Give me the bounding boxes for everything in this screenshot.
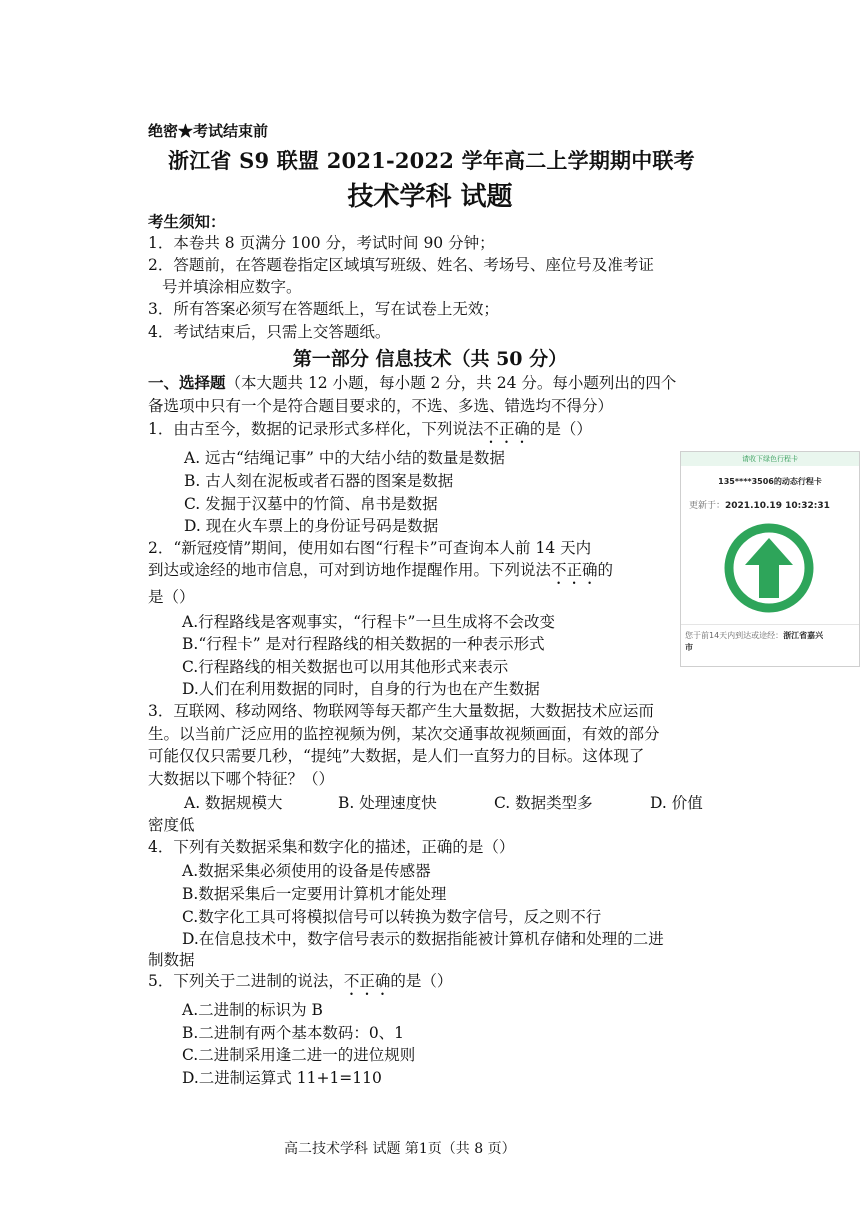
question-4-stem: 4．下列有关数据采集和数字化的描述，正确的是（） xyxy=(148,838,515,856)
question-1-option-b: B. 古人刻在泥板或者石器的图案是数据 xyxy=(184,472,454,490)
confidential-label: 绝密★考试结束前 xyxy=(148,122,269,140)
card-footer xyxy=(685,630,857,654)
notice-item: 2．答题前，在答题卷指定区域填写班级、姓名、考场号、座位号及准考证 xyxy=(148,256,654,274)
notice-item: 4．考试结束后，只需上交答题纸。 xyxy=(148,323,391,341)
question-4-option-d: D.在信息技术中，数字信号表示的数据指能被计算机存储和处理的二进 xyxy=(182,930,664,948)
card-phone: 135****3506的动态行程卡 xyxy=(718,477,822,486)
question-3-option-a: A. 数据规模大 xyxy=(184,794,283,812)
question-5-option-c: C.二进制采用逢二进一的进位规则 xyxy=(182,1046,416,1064)
question-4-option-wrap: 制数据 xyxy=(148,951,195,969)
question-3-option-d: D. 价值 xyxy=(650,794,703,812)
question-4-option-c: C.数字化工具可将模拟信号可以转换为数字信号，反之则不行 xyxy=(182,908,602,926)
card-updated-label: 更新于： xyxy=(689,501,726,511)
question-2-option-c: C.行程路线的相关数据也可以用其他形式来表示 xyxy=(182,658,509,676)
exam-subtitle: 技术学科 试题 xyxy=(347,182,513,212)
notice-item: 1．本卷共 8 页满分 100 分，考试时间 90 分钟； xyxy=(148,234,495,252)
travel-card-image xyxy=(680,451,860,667)
section-intro xyxy=(148,372,676,394)
question-1-stem xyxy=(148,418,592,447)
card-top-label: 请收下绿色行程卡 xyxy=(681,452,859,466)
green-up-arrow-icon xyxy=(723,522,815,618)
card-divider xyxy=(681,624,859,625)
question-5-option-d: D.二进制运算式 11+1=110 xyxy=(182,1069,382,1087)
stem-text: 1．由古至今，数据的记录形式多样化，下列说法 xyxy=(148,420,484,438)
question-2-option-b: B.“行程卡” 是对行程路线的相关数据的一种表示形式 xyxy=(182,635,545,653)
question-2-stem-line1: 2．“新冠疫情”期间，使用如右图“行程卡”可查询本人前 14 天内 xyxy=(148,539,592,557)
question-5-option-b: B.二进制有两个基本数码：0、1 xyxy=(182,1024,405,1042)
notice-item: 3．所有答案必须写在答题纸上，写在试卷上无效； xyxy=(148,300,499,318)
question-4-option-b: B.数据采集后一定要用计算机才能处理 xyxy=(182,885,447,903)
notice-heading: 考生须知： xyxy=(148,212,226,231)
section-desc-2: 备选项中只有一个是符合题目要求的，不选、多选、错选均不得分） xyxy=(148,397,614,415)
stem-text: 的 xyxy=(597,561,614,579)
emphasis-text: 不正确 xyxy=(483,420,530,438)
page-footer: 高二技术学科 试题 第1页（共 8 页） xyxy=(284,1141,516,1157)
section-desc: （本大题共 12 小题，每小题 2 分，共 24 分。每小题列出的四个 xyxy=(225,374,677,392)
stem-text: 到达或途经的地市信息，可对到访地作提醒作用。下列说法 xyxy=(148,561,552,579)
emphasis-text: 不正确 xyxy=(551,561,598,579)
notice-item: 号并填涂相应数字。 xyxy=(162,278,302,296)
stem-text: 的是（） xyxy=(390,972,453,990)
question-5-stem xyxy=(148,970,452,999)
question-3-option-c: C. 数据类型多 xyxy=(494,794,593,812)
question-4-option-a: A.数据采集必须使用的设备是传感器 xyxy=(182,862,431,880)
section-label: 一、选择题 xyxy=(148,373,226,392)
stem-text: 5．下列关于二进制的说法， xyxy=(148,972,344,990)
question-2-option-d: D.人们在利用数据的同时，自身的行为也在产生数据 xyxy=(182,680,540,698)
card-foot-label: 您于前14天内到达或途经： xyxy=(685,631,784,640)
card-foot-place-2: 市 xyxy=(685,643,693,652)
stem-text: 的是（） xyxy=(529,420,592,438)
card-updated-time: 2021.10.19 10:32:31 xyxy=(725,501,830,511)
question-1-option-a: A. 远古“结绳记事” 中的大结小结的数量是数据 xyxy=(184,449,505,467)
question-1-option-c: C. 发掘于汉墓中的竹简、帛书是数据 xyxy=(184,495,438,513)
question-5-option-a: A.二进制的标识为 B xyxy=(182,1001,323,1019)
question-3-stem: 生。以当前广泛应用的监控视频为例，某次交通事故视频画面，有效的部分 xyxy=(148,725,660,743)
part-heading: 第一部分 信息技术（共 50 分） xyxy=(292,348,568,370)
question-3-option-b: B. 处理速度快 xyxy=(338,794,437,812)
question-2-option-a: A.行程路线是客观事实，“行程卡”一旦生成将不会改变 xyxy=(182,613,555,631)
exam-title: 浙江省 S9 联盟 2021-2022 学年高二上学期期中联考 xyxy=(168,148,695,173)
emphasis-text: 不正确 xyxy=(343,972,391,990)
question-3-option-wrap: 密度低 xyxy=(148,816,195,834)
card-updated xyxy=(689,498,830,511)
question-3-stem: 大数据以下哪个特征？（） xyxy=(148,770,335,788)
question-2-stem-line3: 是（） xyxy=(148,588,195,606)
question-3-stem: 可能仅仅只需要几秒，“提纯”大数据，是人们一直努力的目标。这体现了 xyxy=(148,747,645,765)
question-1-option-d: D. 现在火车票上的身份证号码是数据 xyxy=(184,517,439,535)
card-foot-place: 浙江省嘉兴 xyxy=(783,631,824,640)
question-3-stem: 3．互联网、移动网络、物联网等每天都产生大量数据，大数据技术应运而 xyxy=(148,702,654,720)
question-2-stem-line2 xyxy=(148,559,613,588)
